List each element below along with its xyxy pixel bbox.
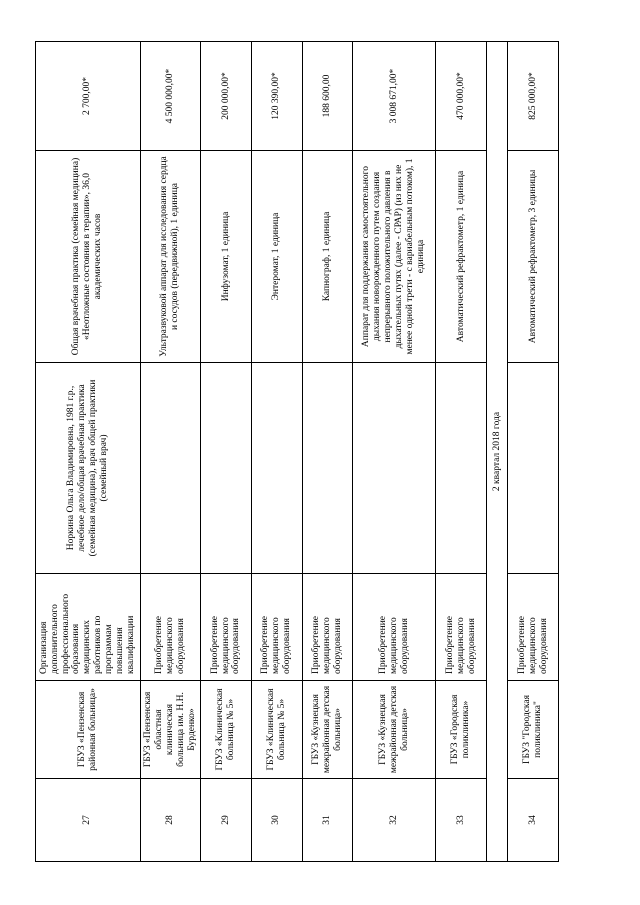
equipment-cell: Ультразвуковой аппарат для исследования сердца и сосудов (передвижной), 1 единица — [140, 151, 200, 363]
amount-cell: 188 600,00 — [302, 42, 353, 151]
organization-cell: ГБУЗ "Городская поликлиника" — [508, 681, 559, 779]
row-number: 32 — [353, 779, 436, 862]
section-heading: 2 квартал 2018 года — [487, 42, 508, 862]
measures-table — [35, 41, 559, 862]
equipment-cell: Автоматический рефрактометр, 1 единица — [436, 151, 487, 363]
table-row — [508, 42, 559, 862]
amount-cell: 4 500 000,00* — [140, 42, 200, 151]
organization-cell: ГБУЗ «Пензенская областная клиническая больница им. Н.Н. Бурденко» — [140, 681, 200, 779]
table-row — [353, 42, 436, 862]
amount-cell: 2 700,00* — [36, 42, 141, 151]
equipment-cell: Автоматический рефрактометр, 3 единицы — [508, 151, 559, 363]
amount-cell: 120 390,00* — [251, 42, 302, 151]
person-cell — [353, 363, 436, 574]
organization-cell: ГБУЗ «Городская поликлиника» — [436, 681, 487, 779]
activity-cell: Приобретение медицинского оборудования — [436, 574, 487, 681]
equipment-cell: Инфузомат, 1 единица — [201, 151, 252, 363]
organization-cell: ГБУЗ «Пензенская районная больница» — [36, 681, 141, 779]
activity-cell: Приобретение медицинского оборудования — [140, 574, 200, 681]
activity-cell: Приобретение медицинского оборудования — [302, 574, 353, 681]
row-number: 33 — [436, 779, 487, 862]
activity-cell: Приобретение медицинского оборудования — [353, 574, 436, 681]
row-number: 30 — [251, 779, 302, 862]
equipment-cell: Энтеромат, 1 единица — [251, 151, 302, 363]
table-row — [436, 42, 487, 862]
row-number: 29 — [201, 779, 252, 862]
activity-cell: Организация дополнительного профессионального образования медицинских работников по программам повышения квалификации — [36, 574, 141, 681]
organization-cell: ГБУЗ «Кузнецкая межрайонная детская больница» — [353, 681, 436, 779]
equipment-cell: Общая врачебная практика (семейная медицина) «Неотложные состояния в терапии», 36,0 академических часов — [36, 151, 141, 363]
amount-cell: 3 008 671,00* — [353, 42, 436, 151]
row-number: 28 — [140, 779, 200, 862]
table-row — [201, 42, 252, 862]
amount-cell: 470 000,00* — [436, 42, 487, 151]
row-number: 31 — [302, 779, 353, 862]
activity-cell: Приобретение медицинского оборудования — [201, 574, 252, 681]
organization-cell: ГБУЗ «Клиническая больница № 5» — [201, 681, 252, 779]
table-row — [251, 42, 302, 862]
person-cell — [201, 363, 252, 574]
activity-cell: Приобретение медицинского оборудования — [251, 574, 302, 681]
person-cell — [302, 363, 353, 574]
equipment-cell: Аппарат для поддержания самостоятельного дыхания новорожденного путем создания непрерывного положительного давления в дыхательных путях (далее - СРАР) (из них не менее одной трети - с вариабельным потоком), 1 единица — [353, 151, 436, 363]
rotated-table-container — [35, 42, 559, 862]
person-cell — [508, 363, 559, 574]
organization-cell: ГБУЗ «Кузнецкая межрайонная детская больница» — [302, 681, 353, 779]
table-row — [36, 42, 141, 862]
row-number: 27 — [36, 779, 141, 862]
section-row — [487, 42, 508, 862]
activity-cell: Приобретение медицинского оборудования — [508, 574, 559, 681]
person-cell: Норкина Ольга Владимировна, 1981 г.р., лечебное дело/общая врачебная практика (семейная медицина), врач общей практики (семейный врач) — [36, 363, 141, 574]
amount-cell: 825 000,00* — [508, 42, 559, 151]
amount-cell: 200 000,00* — [201, 42, 252, 151]
table-row — [302, 42, 353, 862]
table-row — [140, 42, 200, 862]
person-cell — [140, 363, 200, 574]
equipment-cell: Капнограф, 1 единица — [302, 151, 353, 363]
person-cell — [251, 363, 302, 574]
person-cell — [436, 363, 487, 574]
organization-cell: ГБУЗ «Клиническая больница № 5» — [251, 681, 302, 779]
row-number: 34 — [508, 779, 559, 862]
